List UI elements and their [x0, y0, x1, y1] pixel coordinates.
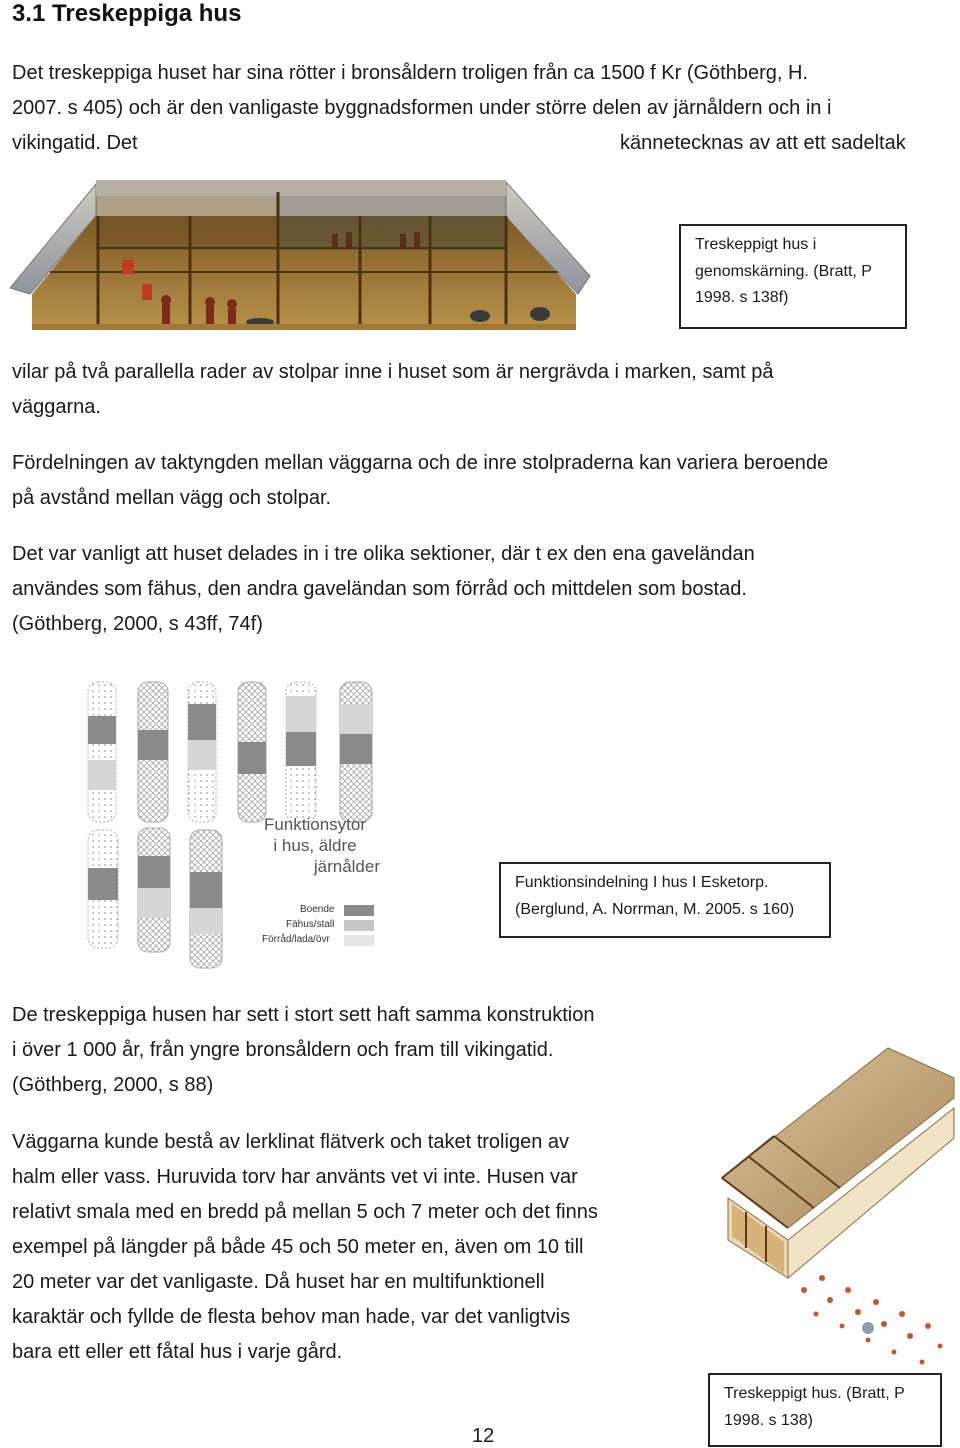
- para6-line-2: halm eller vass. Huruvida torv har använts vet vi inte. Husen var: [12, 1166, 578, 1188]
- caption-house-perspective: [708, 1373, 942, 1447]
- function-areas-title-line-3: järnålder: [313, 857, 380, 876]
- caption2-line-2: (Berglund, A. Norrman, M. 2005. s 160): [515, 900, 795, 918]
- para4-line-2: användes som fähus, den andra gaveländan som förråd och mittdelen som bostad.: [12, 578, 747, 600]
- legend-boende: Boende: [300, 904, 335, 915]
- para6-line-1: Väggarna kunde bestå av lerklinat flätverk och taket troligen av: [12, 1131, 569, 1153]
- para6-line-4: exempel på längder på både 45 och 50 meter en, även om 10 till: [12, 1236, 584, 1258]
- para3-line-1: Fördelningen av taktyngden mellan väggarna och de inre stolpraderna kan variera beroende: [12, 452, 829, 474]
- para6-line-6: karaktär och fyllde de flesta behov man hade, var det vanligtvis: [12, 1306, 571, 1328]
- intro-line-3-right: kännetecknas av att ett sadeltak: [620, 132, 906, 154]
- caption3-line-1: Treskeppigt hus. (Bratt, P: [724, 1385, 905, 1402]
- legend-swatch-forrad: [344, 935, 374, 946]
- function-areas-title: [250, 814, 380, 877]
- intro-line-3-left: vikingatid. Det: [12, 132, 138, 154]
- para2-line-1: vilar på två parallella rader av stolpar inne i huset som är nergrävda i marken, samt på: [12, 361, 774, 383]
- legend-swatch-boende: [344, 905, 374, 916]
- caption1-line-3: 1998. s 138f): [695, 289, 789, 306]
- caption-house-cross-section: [679, 224, 907, 329]
- para6-line-7: bara ett eller ett fåtal hus i varje gård.: [12, 1341, 343, 1363]
- para6-line-5: 20 meter var det vanligaste. Då huset har en multifunktionell: [12, 1271, 545, 1293]
- legend-fahus: Fähus/stall: [286, 919, 335, 930]
- intro-line-1: Det treskeppiga huset har sina rötter i bronsåldern troligen från ca 1500 f Kr (Göthberg, H.: [12, 62, 808, 84]
- caption1-line-1: Treskeppigt hus i: [695, 236, 817, 253]
- function-areas-title-line-1: Funktionsytor: [263, 815, 367, 834]
- caption2-line-1: Funktionsindelning I hus I Esketorp.: [515, 874, 769, 891]
- house-cross-section-illustration: [10, 176, 592, 332]
- para4-line-3: (Göthberg, 2000, s 43ff, 74f): [12, 613, 263, 635]
- legend-swatch-fahus: [344, 920, 374, 931]
- page-number: 12: [472, 1425, 495, 1447]
- intro-line-2: 2007. s 405) och är den vanligaste byggnadsformen under större delen av järnåldern och in i: [12, 97, 832, 119]
- caption3-line-2: 1998. s 138): [724, 1411, 813, 1429]
- house-perspective-illustration: [718, 1028, 958, 1370]
- function-areas-title-line-2: i hus, äldre: [273, 836, 357, 855]
- para5-line-3: (Göthberg, 2000, s 88): [12, 1074, 214, 1096]
- para2-line-2: väggarna.: [12, 396, 101, 418]
- para4-line-1: Det var vanligt att huset delades in i tre olika sektioner, där t ex den ena gaveländan: [12, 543, 755, 565]
- para5-line-1: De treskeppiga husen har sett i stort sett haft samma konstruktion: [12, 1004, 595, 1026]
- section-heading: 3.1 Treskeppiga hus: [12, 0, 242, 27]
- para3-line-2: på avstånd mellan vägg och stolpar.: [12, 487, 332, 509]
- caption1-line-2: genomskärning. (Bratt, P: [695, 262, 872, 280]
- caption-function-division: [499, 862, 831, 938]
- legend-forrad: Förråd/lada/övr: [262, 934, 330, 945]
- para6-line-3: relativt smala med en bredd på mellan 5 och 7 meter och det finns: [12, 1201, 598, 1223]
- para5-line-2: i över 1 000 år, från yngre bronsåldern och fram till vikingatid.: [12, 1039, 554, 1061]
